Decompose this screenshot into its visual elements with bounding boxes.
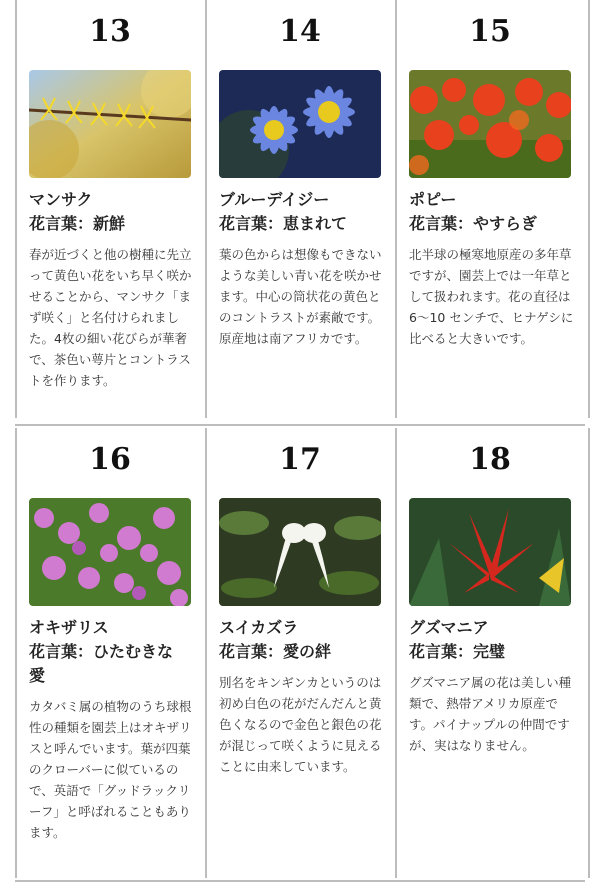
row-divider [15, 880, 585, 882]
flower-description: 北半球の極寒地原産の多年草ですが、園芸上では一年草として扱われます。花の直径は6〜10 センチで、ヒナゲシに比べると大きいです。 [409, 247, 574, 346]
honeysuckle-flower-image [219, 498, 381, 606]
flower-card [205, 0, 384, 418]
card-number: 18 [469, 442, 511, 477]
oxalis-flower-image [29, 498, 191, 606]
flower-description: グズマニア属の花は美しい種類で、熱帯アメリカ原産です。パイナップルの仲間ですが、実はなりません。 [409, 675, 572, 753]
card-number: 16 [89, 442, 131, 477]
flower-name: オキザリス [29, 618, 109, 637]
flower-card [395, 0, 574, 418]
flower-name: マンサク [29, 190, 93, 209]
row-divider [15, 424, 585, 426]
card-number: 14 [279, 14, 321, 49]
flower-description: 別名をキンギンカというのは初め白色の花がだんだんと黄色くなるので金色と銀色の花が混じって咲くように見えることに由来しています。 [219, 675, 382, 774]
poppy-flower-image [409, 70, 571, 178]
flower-language: 花言葉：愛の絆 [219, 642, 332, 661]
flower-name: グズマニア [409, 618, 489, 637]
blue-daisy-flower-image [219, 70, 381, 178]
flower-card [395, 428, 574, 878]
flower-language: 花言葉：恵まれて [219, 214, 348, 233]
flower-language: 花言葉：ひたむきな愛 [29, 642, 174, 685]
flower-name: スイカズラ [219, 618, 299, 637]
witch-hazel-flower-image [29, 70, 191, 178]
flower-description: 葉の色からは想像もできないような美しい青い花を咲かせます。中心の筒状花の黄色とのコントラストが素敵です。原産地は南アフリカです。 [219, 247, 382, 346]
flower-description: 春が近づくと他の樹種に先立って黄色い花をいち早く咲かせることから、マンサク「まず咲く」と名付けられました。4枚の細い花びらが華奢で、茶色い萼片とコントラストを作ります。 [29, 247, 192, 388]
flower-language: 花言葉：やすらぎ [409, 214, 538, 233]
flower-card [15, 0, 194, 418]
flower-name: ポピー [409, 190, 457, 209]
flower-card [205, 428, 384, 878]
flower-card [15, 428, 194, 878]
card-number: 17 [279, 442, 321, 477]
flower-name: ブルーデイジー [219, 190, 330, 209]
flower-description: カタバミ属の植物のうち球根性の種類を園芸上はオキザリスと呼んでいます。葉が四葉のクローバーに似ているので、英語で「グッドラックリーフ」と呼ばれることもあります。 [29, 699, 192, 840]
card-number: 13 [89, 14, 131, 49]
card-number: 15 [469, 14, 511, 49]
guzmania-flower-image [409, 498, 571, 606]
flower-language: 花言葉：新鮮 [29, 214, 126, 233]
flower-language: 花言葉：完璧 [409, 642, 506, 661]
